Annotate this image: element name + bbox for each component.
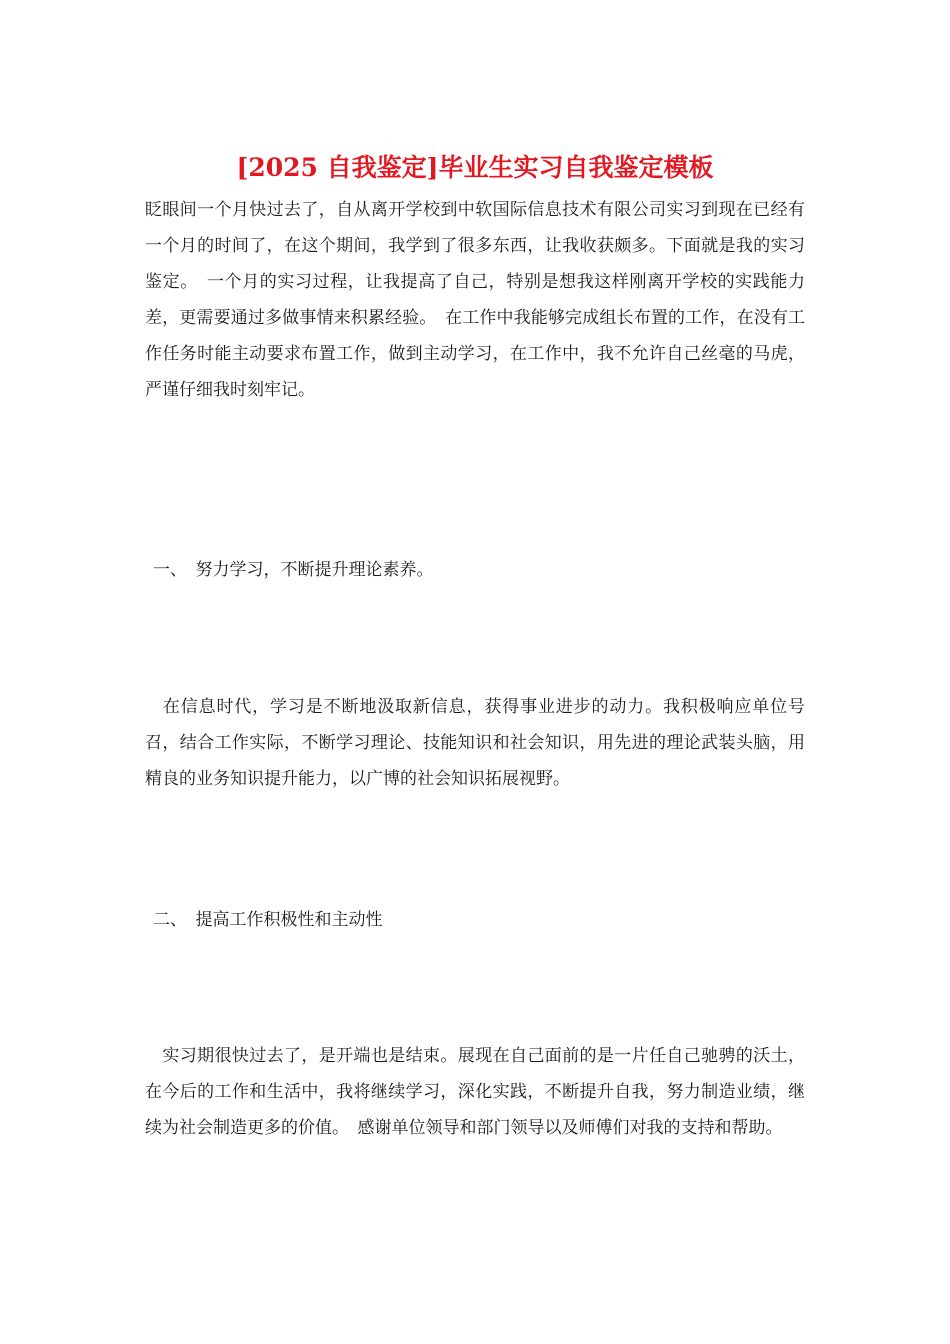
section-body-1: 在信息时代，学习是不断地汲取新信息，获得事业进步的动力。我积极响应单位号召，结合工作实际，不断学习理论、技能知识和社会知识，用先进的理论武装头脑，用精良的业务知识提升能力，以广博的社会知识拓展视野。 bbox=[145, 697, 805, 789]
section-heading-2: 二、 提高工作积极性和主动性 bbox=[153, 910, 383, 930]
intro-paragraph: 眨眼间一个月快过去了，自从离开学校到中软国际信息技术有限公司实习到现在已经有一个月的时间了，在这个期间，我学到了很多东西，让我收获颇多。下面就是我的实习鉴定。 一个月的实习过程，让我提高了自己，特别是想我这样刚离开学校的实践能力差，更需要通过多做事情来积累经验。 在工作中我能够完成组长布置的工作，在没有工作任务时能主动要求布置工作，做到主动学习，在工作中，我不允许自己丝毫的马虎，严谨仔细我时刻牢记。 bbox=[145, 200, 805, 400]
document-title: [2025 自我鉴定]毕业生实习自我鉴定模板 bbox=[236, 153, 714, 182]
section-heading-1: 一、 努力学习，不断提升理论素养。 bbox=[153, 560, 434, 580]
section-body-2: 实习期很快过去了，是开端也是结束。展现在自己面前的是一片任自己驰骋的沃土，在今后的工作和生活中，我将继续学习，深化实践，不断提升自我，努力制造业绩，继续为社会制造更多的价值。 感谢单位领导和部门领导以及师傅们对我的支持和帮助。 bbox=[145, 1046, 805, 1138]
